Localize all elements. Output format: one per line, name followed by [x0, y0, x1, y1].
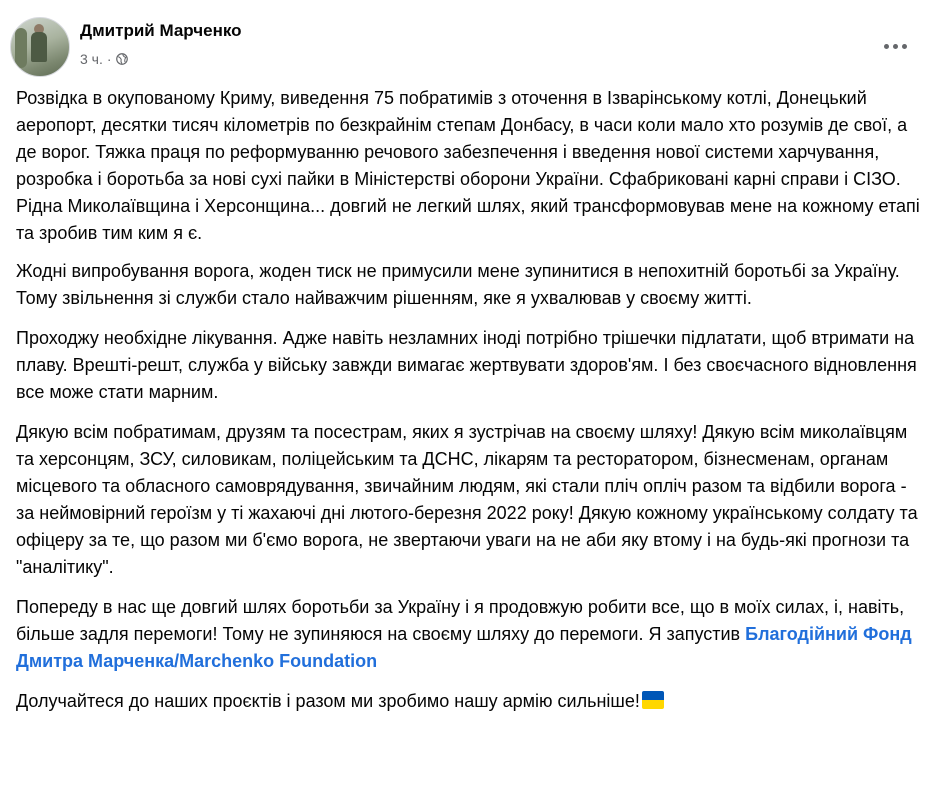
- post-paragraph-5-text: Попереду в нас ще довгий шлях боротьби за Україну і я продовжую робити все, що в моїх силах, і, навіть, більше задля перемоги! Тому не зупиняюся на своєму шляху до перемоги. Я запустив: [16, 597, 905, 644]
- post-header: [10, 17, 923, 77]
- post-paragraph-1: Розвідка в окупованому Криму, виведення 75 побратимів з оточення в Ізварінському котлі, Донецький аеропорт, десятки тисяч кілометрів по безкрайнім степам Донбасу, в часи коли мало хто розумів де свої, а де ворог. Тяжка праця по реформуванню речового забезпечення і введення нової системи харчування, розробка і боротьба за нові сухі пайки в Міністерстві оборони України. Сфабриковані карні справи і СІЗО. Рідна Миколаївщина і Херсонщина... довгий не легкий шлях, який трансформовував мене на кожному етапі та зробив тим ким я є.: [16, 88, 920, 243]
- avatar-figure: [31, 32, 47, 62]
- author-name[interactable]: Дмитрий Марченко: [80, 21, 242, 40]
- post-timestamp[interactable]: 3 ч.: [80, 51, 103, 67]
- post-paragraph-2: Жодні випробування ворога, жоден тиск не примусили мене зупинитися в непохитній боротьбі за Україну. Тому звільнення зі служби стало найважчим рішенням, яке я ухвалював у своєму житті.: [16, 261, 900, 308]
- post-paragraph-5: [16, 594, 921, 675]
- post-paragraph-6: [16, 688, 921, 715]
- globe-icon[interactable]: [116, 53, 128, 65]
- more-options-icon[interactable]: [877, 34, 913, 58]
- meta-separator: ·: [106, 51, 112, 67]
- foundation-link[interactable]: Благодійний Фонд Дмитра Марченка/Marchenko Foundation: [16, 624, 912, 671]
- post-paragraph-3: Проходжу необхідне лікування. Адже навіть незламних іноді потрібно трішечки підлатати, щоб втримати на плаву. Врешті-решт, служба у війську завжди вимагає жертвувати здоров'ям. І без своєчасного відновлення все може стати марним.: [16, 328, 917, 402]
- author-avatar[interactable]: [10, 17, 70, 77]
- post-body: [16, 85, 921, 728]
- post-meta: [80, 51, 128, 67]
- post-paragraph-4: Дякую всім побратимам, друзям та посестрам, яких я зустрічав на своєму шляху! Дякую всім миколаївцям та херсонцям, ЗСУ, силовикам, поліцейським та ДСНС, лікарям та ресторатором, бізнесменам, органам місцевого та обласного самоврядування, звичайним людям, які стали пліч опліч разом та відбили ворога - за неймовірний героїзм у ті жахаючі дні лютого-березня 2022 року! Дякую кожному українському солдату та офіцеру за те, що разом ми б'ємо ворога, не звертаючи уваги на не аби яку втому і на будь-які прогнози та "аналітику".: [16, 422, 918, 577]
- ukraine-flag-icon: [642, 691, 664, 709]
- post-paragraph-6-text: Долучайтеся до наших проєктів і разом ми зробимо нашу армію сильніше!: [16, 691, 640, 711]
- avatar-tree: [15, 28, 27, 68]
